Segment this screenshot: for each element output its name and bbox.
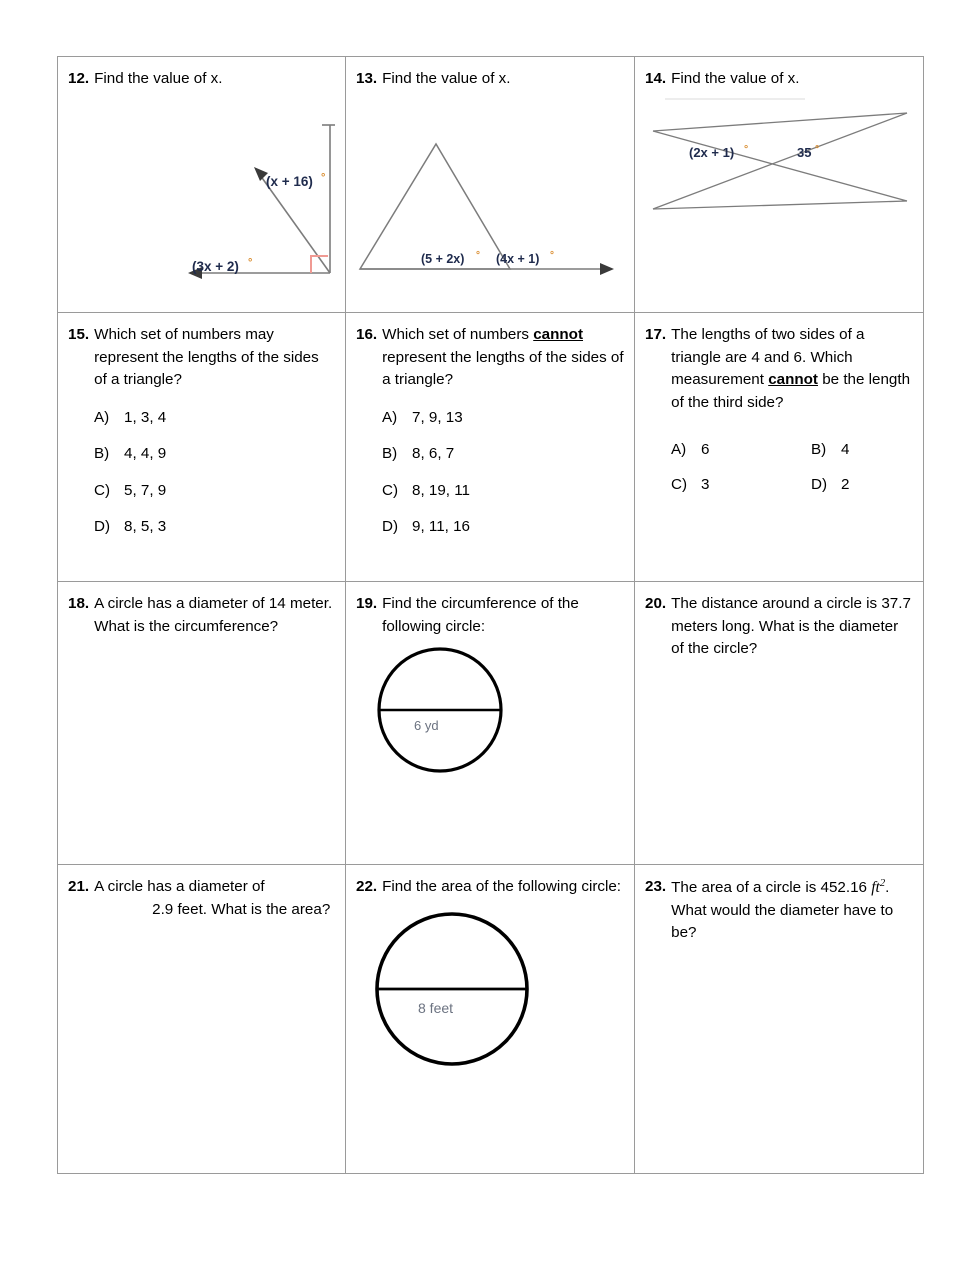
question-16 xyxy=(346,313,634,560)
choice-a-label: A) xyxy=(671,441,687,458)
question-17-choices xyxy=(645,440,913,495)
table-cell-q23 xyxy=(635,865,924,1174)
choice-d-label: D) xyxy=(94,518,111,536)
table-row xyxy=(58,313,924,582)
question-17 xyxy=(635,313,923,515)
question-16-prompt xyxy=(382,324,624,392)
choice-a-value: 7, 9, 13 xyxy=(412,408,463,426)
question-16-emphasis: cannot xyxy=(533,326,584,343)
choice-b-value: 4, 4, 9 xyxy=(124,445,167,463)
table-cell-q15 xyxy=(58,313,346,582)
table-cell-q14 xyxy=(635,57,924,313)
choice-b-value: 4 xyxy=(841,441,850,458)
svg-text:(3x + 2): (3x + 2) xyxy=(192,258,239,274)
choice-d-label: D) xyxy=(811,475,828,493)
question-20-number: 20. xyxy=(645,595,667,612)
figure-circle-8feet xyxy=(356,899,624,1089)
choice-b-value: 8, 6, 7 xyxy=(412,445,455,463)
question-12-prompt: Find the value of x. xyxy=(94,70,223,87)
question-14-text xyxy=(645,68,913,91)
figure-circle-6yd xyxy=(356,638,624,798)
choice-a[interactable] xyxy=(94,408,335,429)
table-cell-q22 xyxy=(346,865,635,1174)
question-17-prompt xyxy=(671,324,913,414)
question-19-prompt: Find the circumference of the following circle: xyxy=(382,595,579,635)
choice-c[interactable] xyxy=(671,475,811,496)
question-15-text xyxy=(68,324,335,392)
worksheet-table xyxy=(57,56,924,1174)
question-15-choices xyxy=(68,408,335,538)
table-row xyxy=(58,57,924,313)
choice-d[interactable] xyxy=(811,475,951,496)
figure-angle-linear-pair xyxy=(68,91,335,291)
question-23-text xyxy=(645,876,913,945)
table-row xyxy=(58,582,924,865)
svg-text:(5 + 2x): (5 + 2x) xyxy=(421,251,465,266)
figure-triangle-exterior-angle xyxy=(356,91,624,293)
math-base: ft xyxy=(871,879,880,897)
question-13-number: 13. xyxy=(356,70,378,87)
question-18-number: 18. xyxy=(68,595,90,612)
question-16-choices xyxy=(356,408,624,538)
question-20-prompt: The distance around a circle is 37.7 meters long. What is the diameter of the circle? xyxy=(671,595,911,657)
question-16-text xyxy=(356,324,624,392)
question-15 xyxy=(58,313,345,581)
choice-c-label: C) xyxy=(94,481,111,499)
question-14 xyxy=(635,57,923,227)
question-23-text-before: The area of a circle is 452.16 xyxy=(671,879,872,897)
svg-text:°: ° xyxy=(321,171,326,184)
choice-b[interactable] xyxy=(94,444,335,465)
question-16-text-before: Which set of numbers xyxy=(382,326,534,343)
choice-c[interactable] xyxy=(94,481,335,502)
dimension-label-text: 6 yd xyxy=(414,718,439,733)
math-exponent: 2 xyxy=(879,878,886,889)
question-19-text xyxy=(356,593,624,638)
figure-crossed-lines xyxy=(645,91,913,221)
choice-b-label: B) xyxy=(94,445,110,463)
choice-a-label: A) xyxy=(94,408,110,426)
question-18-text xyxy=(68,593,335,638)
table-cell-q21 xyxy=(58,865,346,1174)
question-17-number: 17. xyxy=(645,326,667,343)
question-23-prompt xyxy=(671,876,913,945)
table-cell-q13 xyxy=(346,57,635,313)
question-23-number: 23. xyxy=(645,878,667,895)
choice-c[interactable] xyxy=(382,481,624,502)
svg-text:35: 35 xyxy=(797,144,812,160)
question-13-text xyxy=(356,68,624,91)
question-15-prompt: Which set of numbers may represent the lengths of the sides of a triangle? xyxy=(94,326,319,388)
question-18-prompt: A circle has a diameter of 14 meter. What is the circumference? xyxy=(94,595,333,635)
svg-text:°: ° xyxy=(476,249,480,261)
question-19 xyxy=(346,582,634,804)
table-cell-q20 xyxy=(635,582,924,865)
choice-d-label: D) xyxy=(382,518,399,536)
question-17-emphasis: cannot xyxy=(768,371,818,388)
choice-c-value: 3 xyxy=(701,475,710,493)
svg-text:(4x + 1): (4x + 1) xyxy=(496,251,540,266)
question-21-line2: 2.9 feet. What is the area? xyxy=(152,900,331,918)
choice-a-value: 1, 3, 4 xyxy=(124,408,167,426)
question-22-number: 22. xyxy=(356,878,378,895)
choice-d-value: 2 xyxy=(841,475,850,493)
question-21-line1: A circle has a diameter of xyxy=(94,878,265,895)
question-21-number: 21. xyxy=(68,878,90,895)
choice-d-value: 9, 11, 16 xyxy=(412,518,470,536)
question-12 xyxy=(58,57,345,312)
choice-a[interactable] xyxy=(671,440,811,461)
question-12-number: 12. xyxy=(68,70,90,87)
question-17-text-before: The lengths of two sides of a triangle are 4 and 6. Which measurement xyxy=(671,326,865,388)
table-cell-q12 xyxy=(58,57,346,313)
table-cell-q18 xyxy=(58,582,346,865)
choice-b[interactable] xyxy=(382,444,624,465)
choice-c-label: C) xyxy=(671,475,688,493)
choice-b-label: B) xyxy=(382,445,398,463)
svg-text:°: ° xyxy=(744,142,749,155)
question-20-text xyxy=(645,593,913,661)
question-21-prompt xyxy=(94,876,335,921)
svg-text:°: ° xyxy=(248,256,253,269)
question-19-number: 19. xyxy=(356,595,378,612)
question-18 xyxy=(58,582,345,864)
question-20 xyxy=(635,582,923,667)
table-cell-q17 xyxy=(635,313,924,582)
choice-a[interactable] xyxy=(382,408,624,429)
choice-c-value: 5, 7, 9 xyxy=(124,481,167,499)
question-21-text xyxy=(68,876,335,921)
question-13-prompt: Find the value of x. xyxy=(382,70,511,87)
choice-d-value: 8, 5, 3 xyxy=(124,518,167,536)
question-22-prompt: Find the area of the following circle: xyxy=(382,878,622,895)
question-22-text xyxy=(356,876,624,899)
question-22 xyxy=(346,865,634,1095)
svg-text:°: ° xyxy=(550,249,554,261)
question-23-text-after: . What would the diameter have to be? xyxy=(671,879,894,942)
choice-d[interactable] xyxy=(382,517,624,538)
question-17-text-after: be the length of the third side? xyxy=(671,371,911,411)
choice-c-label: C) xyxy=(382,481,399,499)
question-23-math-units xyxy=(871,879,885,896)
svg-text:(2x + 1): (2x + 1) xyxy=(689,144,735,160)
table-cell-q16 xyxy=(346,313,635,582)
choice-b[interactable] xyxy=(811,440,951,461)
question-14-prompt: Find the value of x. xyxy=(671,70,800,87)
table-cell-q19 xyxy=(346,582,635,865)
question-21 xyxy=(58,865,345,1173)
question-23 xyxy=(635,865,923,951)
question-14-number: 14. xyxy=(645,70,667,87)
svg-text:°: ° xyxy=(815,142,820,155)
choice-b-label: B) xyxy=(811,441,827,458)
choice-c-value: 8, 19, 11 xyxy=(412,481,470,499)
choice-d[interactable] xyxy=(94,517,335,538)
question-15-number: 15. xyxy=(68,326,90,343)
question-16-number: 16. xyxy=(356,326,378,343)
choice-row-1 xyxy=(671,440,913,461)
choice-a-label: A) xyxy=(382,408,398,426)
table-row xyxy=(58,865,924,1174)
question-12-text xyxy=(68,68,335,91)
svg-text:(x + 16): (x + 16) xyxy=(266,173,313,189)
question-13 xyxy=(346,57,634,299)
question-16-text-after: represent the lengths of the sides of a triangle? xyxy=(382,348,624,388)
choice-row-2 xyxy=(671,475,913,496)
choice-a-value: 6 xyxy=(701,441,710,458)
dimension-label-text: 8 feet xyxy=(418,999,454,1016)
question-17-text xyxy=(645,324,913,414)
